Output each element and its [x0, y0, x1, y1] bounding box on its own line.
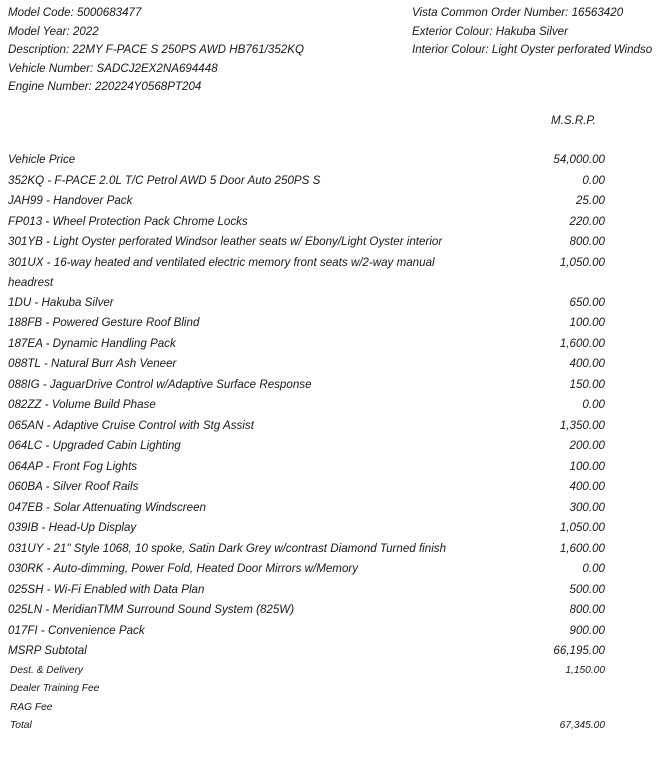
item-amount: 0.00: [582, 173, 605, 187]
subtotal-amount: 66,195.00: [553, 644, 605, 657]
line-item: [8, 293, 605, 314]
line-item: [8, 313, 605, 334]
line-item: [8, 600, 605, 621]
line-item: [8, 580, 605, 601]
line-item: [8, 191, 605, 212]
subtotal-row: [8, 641, 605, 662]
item-amount: 150.00: [569, 377, 605, 391]
item-desc: 025LN - MeridianTMM Surround Sound System (825W): [8, 603, 295, 616]
line-item: [8, 354, 605, 375]
fee-row: [8, 699, 605, 718]
item-desc: Vehicle Price: [8, 153, 76, 166]
item-amount: 25.00: [575, 194, 605, 207]
item-amount: 200.00: [569, 439, 605, 452]
item-desc: 187EA - Dynamic Handling Pack: [8, 336, 176, 350]
engine-number: Engine Number: 220224Y0568PT204: [8, 80, 202, 93]
item-amount: 800.00: [569, 603, 605, 616]
item-amount: 1,600.00: [559, 336, 605, 350]
item-amount: 0.00: [582, 562, 605, 575]
item-desc: 030RK - Auto-dimming, Power Fold, Heated Door Mirrors w/Memory: [8, 562, 359, 575]
item-desc: 301YB - Light Oyster perforated Windsor leather seats w/ Ebony/Light Oyster interior: [8, 235, 443, 248]
item-amount: 650.00: [569, 295, 605, 309]
vehicle-details: [8, 6, 408, 99]
item-amount: 800.00: [569, 235, 605, 248]
item-desc: 025SH - Wi-Fi Enabled with Data Plan: [8, 582, 205, 596]
exterior-colour: Exterior Colour: Hakuba Silver: [412, 24, 568, 38]
fee-amount: 1,150.00: [565, 664, 605, 676]
msrp-column-header: M.S.R.P.: [551, 114, 596, 127]
line-item: [8, 375, 605, 396]
total-label: Total: [10, 720, 32, 732]
item-desc: 065AN - Adaptive Cruise Control with Stg Assist: [8, 418, 254, 432]
line-item: [8, 559, 605, 580]
item-amount: 1,050.00: [559, 255, 605, 269]
item-amount: 500.00: [569, 582, 605, 596]
description: Description: 22MY F-PACE S 250PS AWD HB761/352KQ: [8, 43, 304, 56]
item-desc: 301UX - 16-way heated and ventilated electric memory front seats w/2-way manual headrest: [8, 255, 435, 289]
item-desc: 1DU - Hakuba Silver: [8, 295, 114, 309]
fee-row: [8, 680, 605, 699]
line-item: [8, 539, 605, 560]
line-item: [8, 477, 605, 498]
item-desc: 039IB - Head-Up Display: [8, 521, 137, 534]
item-amount: 100.00: [569, 459, 605, 473]
item-desc: 060BA - Silver Roof Rails: [8, 480, 139, 493]
line-items: [8, 150, 605, 736]
fee-label: RAG Fee: [10, 701, 53, 713]
fee-row: [8, 662, 605, 681]
line-item: [8, 150, 605, 171]
item-desc: 082ZZ - Volume Build Phase: [8, 398, 156, 411]
subtotal-label: MSRP Subtotal: [8, 644, 87, 657]
item-amount: 900.00: [569, 623, 605, 637]
line-item: [8, 621, 605, 642]
order-details: [412, 6, 661, 62]
line-item: [8, 212, 605, 233]
item-amount: 54,000.00: [553, 153, 605, 166]
item-desc: 188FB - Powered Gesture Roof Blind: [8, 316, 200, 329]
total-row: [8, 717, 605, 736]
line-item: [8, 518, 605, 539]
total-amount: 67,345.00: [559, 720, 605, 732]
item-desc: 047EB - Solar Attenuating Windscreen: [8, 500, 206, 514]
item-desc: JAH99 - Handover Pack: [8, 194, 133, 207]
fee-label: Dest. & Delivery: [10, 664, 84, 676]
interior-colour: Interior Colour: Light Oyster perforated Windso: [412, 43, 653, 56]
line-item: [8, 171, 605, 192]
model-code: Model Code: 5000683477: [8, 6, 142, 19]
line-item: [8, 457, 605, 478]
line-item: [8, 334, 605, 355]
item-desc: 088IG - JaguarDrive Control w/Adaptive Surface Response: [8, 377, 312, 391]
item-desc: 017FI - Convenience Pack: [8, 623, 145, 637]
item-amount: 100.00: [569, 316, 605, 329]
line-item: [8, 416, 605, 437]
item-amount: 1,600.00: [559, 541, 605, 555]
item-desc: FP013 - Wheel Protection Pack Chrome Locks: [8, 214, 248, 228]
item-desc: 031UY - 21" Style 1068, 10 spoke, Satin Dark Grey w/contrast Diamond Turned finish: [8, 541, 447, 555]
vehicle-number: Vehicle Number: SADCJ2EX2NA694448: [8, 61, 218, 75]
line-item: [8, 232, 605, 253]
item-amount: 400.00: [569, 480, 605, 493]
item-amount: 220.00: [569, 214, 605, 228]
item-amount: 1,050.00: [559, 521, 605, 534]
item-amount: 300.00: [569, 500, 605, 514]
line-item: [8, 498, 605, 519]
item-desc: 064LC - Upgraded Cabin Lighting: [8, 439, 181, 452]
line-item: [8, 436, 605, 457]
item-amount: 400.00: [569, 357, 605, 370]
order-number: Vista Common Order Number: 16563420: [412, 6, 624, 19]
line-item: [8, 395, 605, 416]
item-desc: 064AP - Front Fog Lights: [8, 459, 138, 473]
model-year: Model Year: 2022: [8, 24, 99, 38]
line-item: [8, 253, 605, 293]
item-amount: 1,350.00: [559, 418, 605, 432]
item-desc: 352KQ - F-PACE 2.0L T/C Petrol AWD 5 Door Auto 250PS S: [8, 173, 321, 187]
fee-label: Dealer Training Fee: [10, 683, 100, 695]
item-desc: 088TL - Natural Burr Ash Veneer: [8, 357, 177, 370]
item-amount: 0.00: [582, 398, 605, 411]
